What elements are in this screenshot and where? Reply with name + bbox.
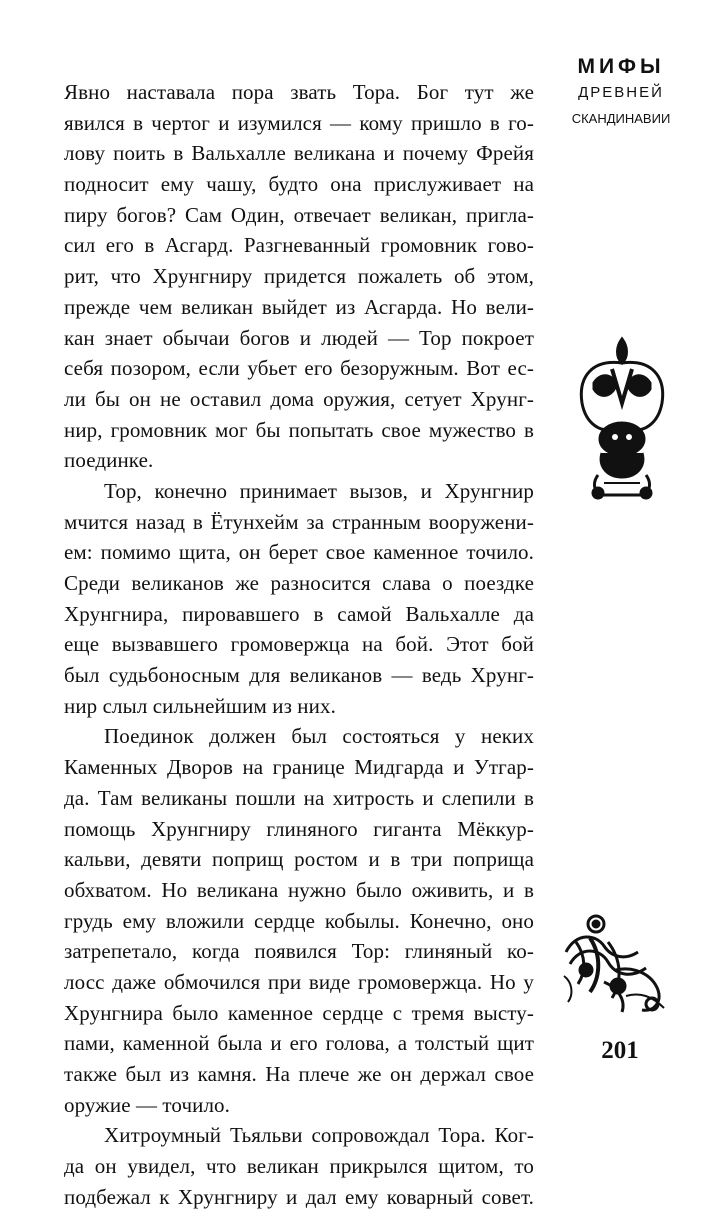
text-line: мчится назад в Ётунхейм за странным вооружени- [64,509,534,534]
text-line: Хрунгнира было каменное сердце с тремя высту- [64,1000,534,1025]
text-line: Хитроумный Тьяльви сопровождал Тора. Ког- [104,1123,534,1148]
text-line: лову поить в Вальхалле великана и почему Фрейя [64,141,534,166]
running-header [566,54,676,132]
text-line: Явно наставала пора звать Тора. Бог тут же [64,80,534,104]
text-line: оружие — точило. [64,1092,231,1117]
text-line: Среди великанов же разносится слава о поездке [64,571,534,595]
text-line: прежде чем великан выйдет из Асгарда. Но вели- [64,294,534,319]
main-text [64,77,534,1212]
text-line: Каменных Дворов на границе Мидгарда и Утгар- [64,755,534,780]
text-line: кан знает обычаи богов и людей — Тор покроет [64,325,534,350]
text-line: был судьбоносным для великанов — ведь Хрунг- [64,663,534,688]
text-line: грудь ему вложили сердце кобылы. Конечно, оно [64,908,534,933]
text-line: лосс даже обмочился при виде громовержца. Но у [64,969,534,994]
running-header-line-1: МИФЫ [577,55,665,78]
page-number: 201 [601,1037,639,1064]
text-line: помощь Хрунгниру глиняного гиганта Мёккур- [64,816,534,841]
text-line: затрепетало, когда появился Тор: глиняный ко- [64,939,534,964]
text-line: пиру богов? Сам Один, отвечает великан, пригла- [64,202,534,227]
text-line: да. Там великаны пошли на хитрость и слепили в [64,785,534,810]
text-line: ли бы он не оставил дома оружия, сетует Хрунг- [64,386,534,411]
text-line: Поединок должен был состояться у неких [104,724,534,749]
text-line: кальви, девяти поприщ ростом и в три поприща [64,847,534,872]
text-line: нир, громовник мог бы попытать свое мужество в [64,417,534,442]
text-line: поединке. [64,448,154,473]
knotwork-ornament-icon [556,912,676,1022]
text-line: подносит ему чашу, будто она прислуживает на [64,172,534,197]
text-line: сил его в Асгард. Разгневанный громовник гово- [64,233,534,258]
text-line: явился в чертог и изумился — кому пришло в го- [64,110,534,135]
text-line: Тор, конечно принимает вызов, и Хрунгнир [104,478,534,503]
text-line: себя позором, если убьет его безоружным. Вот ес- [64,356,534,381]
text-line: еще вызвавшего громовержца на бой. Этот бой [64,632,534,657]
running-header-line-3: СКАНДИНАВИИ [571,111,671,126]
running-header-line-2: ДРЕВНЕЙ [578,84,664,101]
text-line: пами, каменной была и его голова, а толстый щит [64,1031,534,1056]
text-line: также был из камня. На плече же он держал свое [64,1062,534,1086]
text-line: Хрунгнира, пировавшего в самой Вальхалле да [64,601,534,626]
text-line: подбежал к Хрунгниру и дал ему коварный совет. [64,1184,534,1209]
text-line: ем: помимо щита, он берет свое каменное точило. [64,540,534,565]
text-line: рит, что Хрунгниру придется пожалеть об этом, [64,264,534,289]
text-line: нир слыл сильнейшим из них. [64,693,336,718]
norse-ornament-icon [572,333,672,503]
text-line: обхватом. Но великана нужно было оживить, и в [64,877,534,902]
text-line: да он увидел, что великан прикрылся щитом, то [64,1154,534,1179]
